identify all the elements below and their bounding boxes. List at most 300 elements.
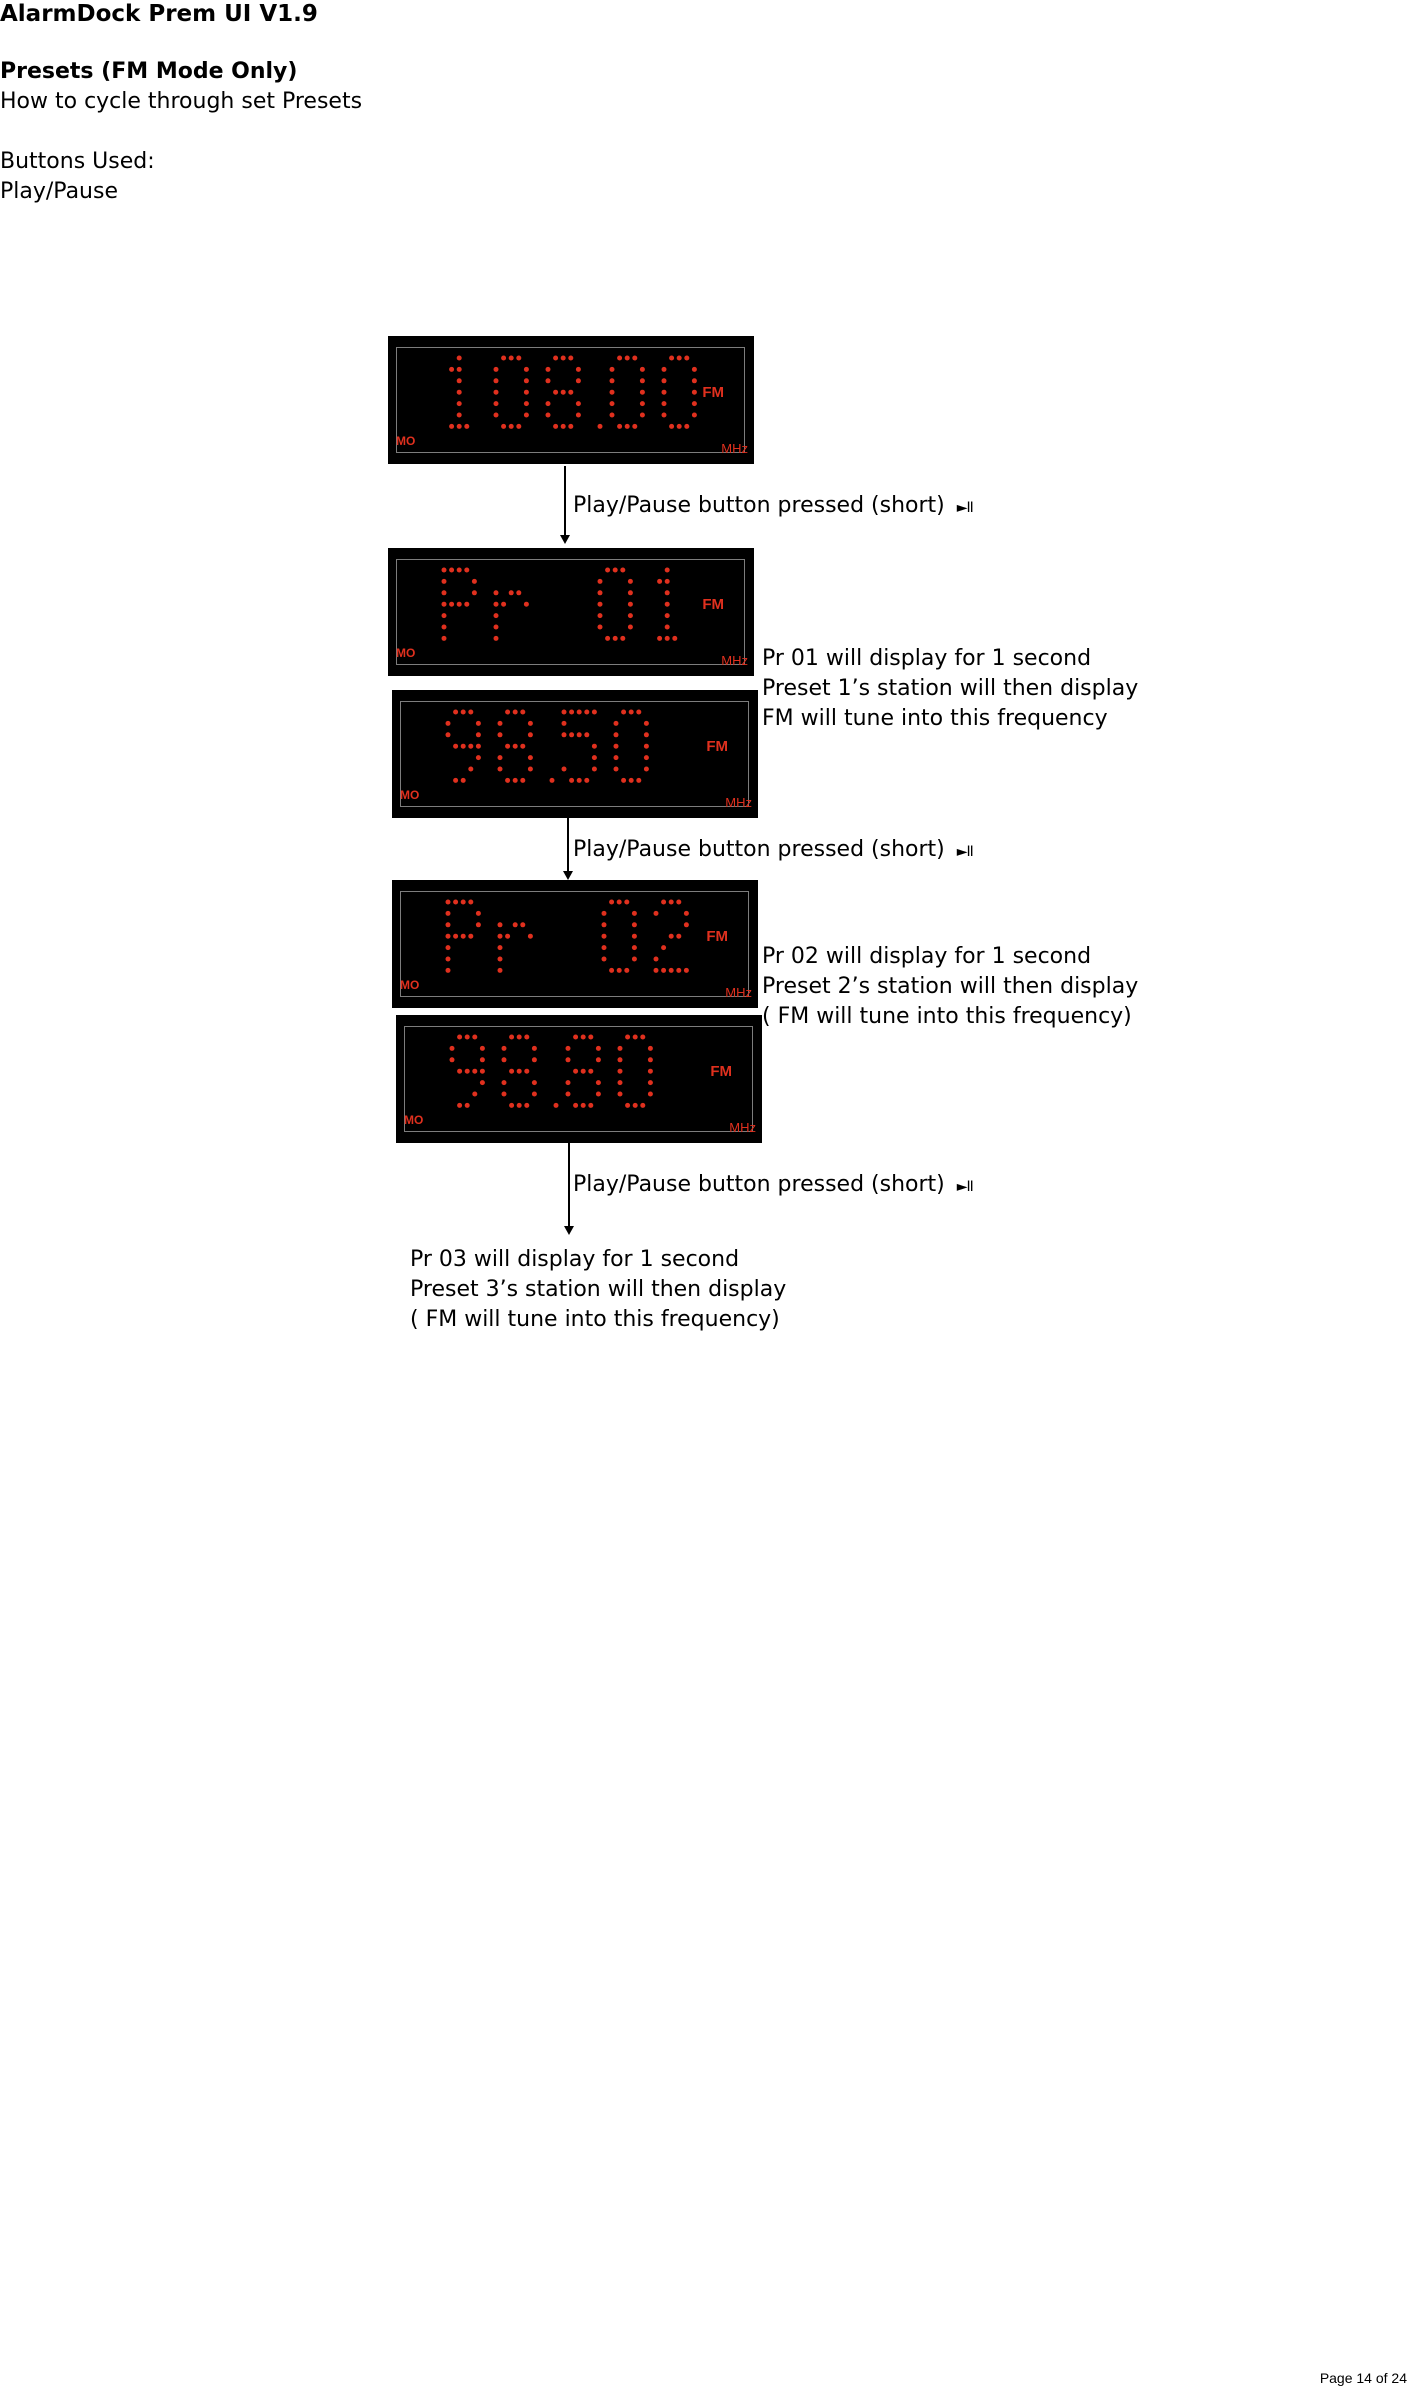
- lcd-dot: [644, 732, 649, 737]
- lcd-dot: [464, 424, 469, 429]
- lcd-dot: [614, 732, 619, 737]
- lcd-dot: [644, 767, 649, 772]
- lcd-dot: [633, 1103, 638, 1108]
- lcd-dot: [644, 721, 649, 726]
- flow-arrow: [564, 466, 566, 536]
- lcd-dot: [677, 356, 682, 361]
- lcd-dot: [513, 744, 518, 749]
- lcd-mo-indicator: MO: [396, 646, 416, 660]
- lcd-dot: [532, 1057, 537, 1062]
- lcd-dot: [472, 1069, 477, 1074]
- lcd-dot: [636, 778, 641, 783]
- lcd-dot: [581, 1035, 586, 1040]
- flow-arrow: [568, 1143, 570, 1227]
- lcd-dot: [614, 767, 619, 772]
- lcd-dot: [520, 710, 525, 715]
- lcd-dot: [562, 721, 567, 726]
- lcd-dot: [524, 1035, 529, 1040]
- lcd-dot: [632, 934, 637, 939]
- lcd-dot: [665, 625, 670, 630]
- lcd-dot: [566, 1046, 571, 1051]
- lcd-dot: [562, 710, 567, 715]
- lcd-dot: [465, 1069, 470, 1074]
- lcd-dot: [446, 922, 451, 927]
- lcd-dot: [457, 1069, 462, 1074]
- lcd-dot: [692, 401, 697, 406]
- lcd-dot: [461, 900, 466, 905]
- lcd-dot: [618, 1080, 623, 1085]
- lcd-dot: [610, 390, 615, 395]
- lcd-dot: [633, 1035, 638, 1040]
- section-heading: Presets (FM Mode Only): [0, 59, 298, 84]
- lcd-dot: [449, 367, 454, 372]
- lcd-dot: [661, 900, 666, 905]
- buttons-used-value: Play/Pause: [0, 179, 118, 204]
- play-pause-icon: ►II: [956, 844, 973, 860]
- lcd-dot: [588, 1035, 593, 1040]
- lcd-dot: [449, 424, 454, 429]
- lcd-dot: [528, 755, 533, 760]
- buttons-used-label: Buttons Used:: [0, 149, 155, 174]
- lcd-dot: [576, 367, 581, 372]
- lcd-dot: [676, 934, 681, 939]
- lcd-dot: [628, 602, 633, 607]
- lcd-dot: [584, 778, 589, 783]
- lcd-dot: [665, 590, 670, 595]
- lcd-dot: [561, 390, 566, 395]
- lcd-dot: [610, 401, 615, 406]
- lcd-dot: [449, 602, 454, 607]
- lcd-dot: [513, 922, 518, 927]
- lcd-dot: [692, 378, 697, 383]
- lcd-dot: [628, 590, 633, 595]
- lcd-dot: [669, 934, 674, 939]
- lcd-dot: [614, 744, 619, 749]
- lcd-dot: [465, 1035, 470, 1040]
- lcd-dot: [621, 778, 626, 783]
- lcd-dot: [468, 744, 473, 749]
- lcd-dot: [602, 934, 607, 939]
- note-pr02: Pr 02 will display for 1 second Preset 2’s station will then display ( FM will tune into this frequency): [762, 944, 1139, 1029]
- lcd-dot: [632, 922, 637, 927]
- lcd-dot: [669, 424, 674, 429]
- lcd-dot: [665, 568, 670, 573]
- lcd-dot: [450, 1057, 455, 1062]
- lcd-dot: [598, 613, 603, 618]
- lcd-dot: [528, 767, 533, 772]
- lcd-dot: [621, 710, 626, 715]
- lcd-dot: [605, 568, 610, 573]
- lcd-dot: [553, 424, 558, 429]
- lcd-dot: [509, 1069, 514, 1074]
- lcd-dot: [640, 413, 645, 418]
- lcd-dot: [524, 602, 529, 607]
- lcd-dot: [609, 968, 614, 973]
- lcd-mhz-indicator: MHz: [725, 795, 752, 810]
- lcd-dot: [457, 1103, 462, 1108]
- lcd-dot: [505, 778, 510, 783]
- lcd-display-pr02: [392, 880, 758, 1008]
- lcd-dot: [498, 968, 503, 973]
- lcd-dot: [662, 367, 667, 372]
- lcd-dot: [450, 1046, 455, 1051]
- lcd-dot: [498, 945, 503, 950]
- lcd-mo-indicator: MO: [404, 1113, 424, 1127]
- lcd-dot: [640, 1035, 645, 1040]
- dot-matrix-digits: [392, 880, 758, 1008]
- lcd-dot: [472, 590, 477, 595]
- play-pause-icon: ►II: [956, 500, 973, 516]
- lcd-dot: [661, 945, 666, 950]
- lcd-dot: [684, 356, 689, 361]
- lcd-dot: [461, 778, 466, 783]
- lcd-dot: [498, 767, 503, 772]
- lcd-dot: [569, 710, 574, 715]
- lcd-dot: [632, 424, 637, 429]
- lcd-dot: [449, 568, 454, 573]
- note-pr01: Pr 01 will display for 1 second Preset 1’s station will then display FM will tune into this frequency: [762, 646, 1139, 731]
- lcd-dot: [480, 1069, 485, 1074]
- step-label-2: Play/Pause button pressed (short) ►II: [573, 837, 973, 862]
- lcd-dot: [468, 934, 473, 939]
- lcd-dot: [614, 755, 619, 760]
- lcd-dot: [509, 356, 514, 361]
- lcd-dot: [684, 911, 689, 916]
- lcd-dot: [628, 579, 633, 584]
- lcd-dot: [692, 390, 697, 395]
- lcd-dot: [636, 710, 641, 715]
- lcd-dot: [457, 390, 462, 395]
- lcd-dot: [648, 1069, 653, 1074]
- lcd-dot: [640, 378, 645, 383]
- lcd-dot: [494, 590, 499, 595]
- lcd-dot: [632, 911, 637, 916]
- lcd-dot: [494, 390, 499, 395]
- lcd-dot: [628, 613, 633, 618]
- lcd-dot: [516, 356, 521, 361]
- lcd-dot: [602, 922, 607, 927]
- lcd-fm-indicator: FM: [706, 738, 728, 755]
- lcd-dot: [498, 721, 503, 726]
- lcd-dot: [524, 1103, 529, 1108]
- lcd-dot: [632, 945, 637, 950]
- lcd-dot: [672, 636, 677, 641]
- lcd-dot: [640, 1103, 645, 1108]
- lcd-dot: [610, 413, 615, 418]
- lcd-dot: [676, 968, 681, 973]
- lcd-dot: [624, 968, 629, 973]
- lcd-dot: [624, 900, 629, 905]
- lcd-dot: [657, 636, 662, 641]
- lcd-display-pr01: [388, 548, 754, 676]
- lcd-dot: [640, 390, 645, 395]
- lcd-dot: [576, 378, 581, 383]
- lcd-dot: [598, 625, 603, 630]
- lcd-dot: [476, 744, 481, 749]
- lcd-dot: [618, 1046, 623, 1051]
- lcd-dot: [644, 755, 649, 760]
- lcd-dot: [509, 424, 514, 429]
- lcd-dot: [480, 1080, 485, 1085]
- lcd-dot: [665, 579, 670, 584]
- lcd-dot: [446, 957, 451, 962]
- lcd-dot: [654, 957, 659, 962]
- lcd-dot: [625, 356, 630, 361]
- lcd-dot: [596, 1092, 601, 1097]
- lcd-dot: [577, 732, 582, 737]
- lcd-dot: [442, 613, 447, 618]
- lcd-dot: [581, 1103, 586, 1108]
- lcd-dot: [465, 1103, 470, 1108]
- lcd-dot: [476, 732, 481, 737]
- lcd-dot: [657, 579, 662, 584]
- lcd-dot: [524, 367, 529, 372]
- lcd-dot: [446, 945, 451, 950]
- lcd-dot: [498, 732, 503, 737]
- lcd-dot: [620, 568, 625, 573]
- lcd-dot: [625, 1103, 630, 1108]
- lcd-mo-indicator: MO: [400, 978, 420, 992]
- lcd-dot: [592, 767, 597, 772]
- lcd-mhz-indicator: MHz: [729, 1120, 756, 1135]
- lcd-dot: [577, 778, 582, 783]
- lcd-dot: [598, 424, 603, 429]
- lcd-dot: [654, 911, 659, 916]
- lcd-dot: [457, 356, 462, 361]
- lcd-dot: [524, 401, 529, 406]
- lcd-dot: [573, 1103, 578, 1108]
- lcd-dot: [502, 1046, 507, 1051]
- lcd-dot: [546, 378, 551, 383]
- lcd-dot: [453, 710, 458, 715]
- lcd-dot: [596, 1046, 601, 1051]
- lcd-dot: [502, 1057, 507, 1062]
- lcd-display-initial: [388, 336, 754, 464]
- lcd-dot: [562, 732, 567, 737]
- lcd-dot: [576, 413, 581, 418]
- lcd-dot: [468, 710, 473, 715]
- lcd-dot: [457, 401, 462, 406]
- lcd-dot: [546, 401, 551, 406]
- lcd-dot: [598, 602, 603, 607]
- lcd-dot: [617, 968, 622, 973]
- lcd-dot: [524, 1069, 529, 1074]
- lcd-dot: [629, 778, 634, 783]
- lcd-dot: [662, 413, 667, 418]
- lcd-dot: [596, 1080, 601, 1085]
- lcd-dot: [684, 922, 689, 927]
- lcd-dot: [516, 590, 521, 595]
- lcd-dot: [598, 579, 603, 584]
- lcd-dot: [625, 1035, 630, 1040]
- lcd-dot: [457, 602, 462, 607]
- lcd-dot: [476, 911, 481, 916]
- lcd-dot: [613, 636, 618, 641]
- lcd-dot: [501, 424, 506, 429]
- lcd-display-9850: [392, 690, 758, 818]
- lcd-dot: [494, 378, 499, 383]
- lcd-dot: [457, 568, 462, 573]
- lcd-dot: [661, 968, 666, 973]
- lcd-dot: [662, 401, 667, 406]
- lcd-dot: [476, 721, 481, 726]
- lcd-dot: [480, 1046, 485, 1051]
- lcd-dot: [502, 1092, 507, 1097]
- lcd-dot: [610, 378, 615, 383]
- lcd-dot: [494, 602, 499, 607]
- lcd-dot: [442, 590, 447, 595]
- lcd-dot: [568, 356, 573, 361]
- lcd-dot: [602, 911, 607, 916]
- lcd-dot: [625, 424, 630, 429]
- lcd-mo-indicator: MO: [400, 788, 420, 802]
- lcd-dot: [602, 945, 607, 950]
- lcd-dot: [648, 1057, 653, 1062]
- lcd-dot: [605, 636, 610, 641]
- lcd-dot: [676, 900, 681, 905]
- flow-arrow: [567, 818, 569, 872]
- lcd-fm-indicator: FM: [702, 384, 724, 401]
- lcd-dot: [453, 934, 458, 939]
- lcd-dot: [446, 900, 451, 905]
- lcd-dot: [442, 636, 447, 641]
- lcd-dot: [648, 1046, 653, 1051]
- lcd-dot: [573, 1035, 578, 1040]
- lcd-dot: [617, 424, 622, 429]
- lcd-dot: [628, 625, 633, 630]
- lcd-dot: [577, 710, 582, 715]
- note-pr03: Pr 03 will display for 1 second Preset 3’s station will then display ( FM will tune into this frequency): [410, 1247, 787, 1332]
- lcd-dot: [472, 1092, 477, 1097]
- lcd-dot: [494, 413, 499, 418]
- dot-matrix-digits: [392, 690, 758, 818]
- dot-matrix-digits: [388, 336, 754, 464]
- lcd-dot: [568, 424, 573, 429]
- lcd-dot: [632, 957, 637, 962]
- lcd-dot: [532, 1046, 537, 1051]
- lcd-dot: [609, 900, 614, 905]
- lcd-dot: [513, 778, 518, 783]
- lcd-dot: [684, 424, 689, 429]
- lcd-dot: [446, 968, 451, 973]
- lcd-dot: [550, 778, 555, 783]
- lcd-dot: [457, 424, 462, 429]
- lcd-dot: [524, 390, 529, 395]
- lcd-display-9880: [396, 1015, 762, 1143]
- lcd-mhz-indicator: MHz: [725, 985, 752, 1000]
- lcd-dot: [464, 568, 469, 573]
- lcd-dot: [494, 625, 499, 630]
- lcd-dot: [644, 744, 649, 749]
- lcd-dot: [501, 356, 506, 361]
- lcd-dot: [618, 1057, 623, 1062]
- lcd-dot: [528, 721, 533, 726]
- lcd-dot: [472, 1035, 477, 1040]
- lcd-dot: [461, 744, 466, 749]
- lcd-dot: [588, 1069, 593, 1074]
- lcd-dot: [532, 1080, 537, 1085]
- lcd-dot: [613, 568, 618, 573]
- lcd-dot: [476, 755, 481, 760]
- dot-matrix-digits: [388, 548, 754, 676]
- lcd-dot: [524, 413, 529, 418]
- lcd-dot: [494, 401, 499, 406]
- lcd-dot: [457, 367, 462, 372]
- lcd-mhz-indicator: MHz: [721, 441, 748, 456]
- lcd-dot: [576, 401, 581, 406]
- lcd-dot: [528, 732, 533, 737]
- lcd-dot: [546, 413, 551, 418]
- lcd-dot: [472, 579, 477, 584]
- lcd-dot: [620, 636, 625, 641]
- section-subtitle: How to cycle through set Presets: [0, 89, 363, 114]
- lcd-dot: [677, 424, 682, 429]
- lcd-fm-indicator: FM: [710, 1063, 732, 1080]
- lcd-dot: [453, 778, 458, 783]
- lcd-dot: [446, 732, 451, 737]
- lcd-dot: [505, 710, 510, 715]
- lcd-dot: [468, 767, 473, 772]
- lcd-dot: [584, 732, 589, 737]
- lcd-dot: [573, 1069, 578, 1074]
- lcd-dot: [461, 934, 466, 939]
- lcd-dot: [648, 1080, 653, 1085]
- lcd-dot: [669, 356, 674, 361]
- lcd-dot: [654, 968, 659, 973]
- step-label-1: Play/Pause button pressed (short) ►II: [573, 493, 973, 518]
- lcd-dot: [581, 1069, 586, 1074]
- lcd-dot: [461, 710, 466, 715]
- lcd-dot: [561, 356, 566, 361]
- lcd-dot: [520, 778, 525, 783]
- lcd-dot: [662, 390, 667, 395]
- lcd-dot: [501, 602, 506, 607]
- lcd-dot: [517, 1035, 522, 1040]
- lcd-dot: [553, 390, 558, 395]
- lcd-dot: [562, 767, 567, 772]
- lcd-dot: [569, 732, 574, 737]
- lcd-dot: [617, 900, 622, 905]
- lcd-dot: [532, 1092, 537, 1097]
- lcd-dot: [684, 968, 689, 973]
- lcd-dot: [662, 378, 667, 383]
- lcd-dot: [480, 1057, 485, 1062]
- lcd-dot: [498, 755, 503, 760]
- lcd-dot: [566, 1092, 571, 1097]
- lcd-dot: [446, 721, 451, 726]
- lcd-dot: [494, 613, 499, 618]
- lcd-dot: [592, 755, 597, 760]
- lcd-dot: [517, 1069, 522, 1074]
- lcd-dot: [617, 356, 622, 361]
- lcd-dot: [629, 710, 634, 715]
- step-label-3: Play/Pause button pressed (short) ►II: [573, 1172, 973, 1197]
- lcd-dot: [610, 367, 615, 372]
- lcd-dot: [568, 390, 573, 395]
- lcd-dot: [618, 1069, 623, 1074]
- play-pause-icon: ►II: [956, 1179, 973, 1195]
- lcd-dot: [509, 1103, 514, 1108]
- lcd-dot: [453, 900, 458, 905]
- lcd-dot: [566, 1080, 571, 1085]
- lcd-dot: [566, 1057, 571, 1062]
- document-title: AlarmDock Prem UI V1.9: [0, 1, 318, 27]
- lcd-dot: [509, 1035, 514, 1040]
- lcd-dot: [640, 401, 645, 406]
- lcd-dot: [584, 710, 589, 715]
- lcd-dot: [614, 721, 619, 726]
- dot-matrix-digits: [396, 1015, 762, 1143]
